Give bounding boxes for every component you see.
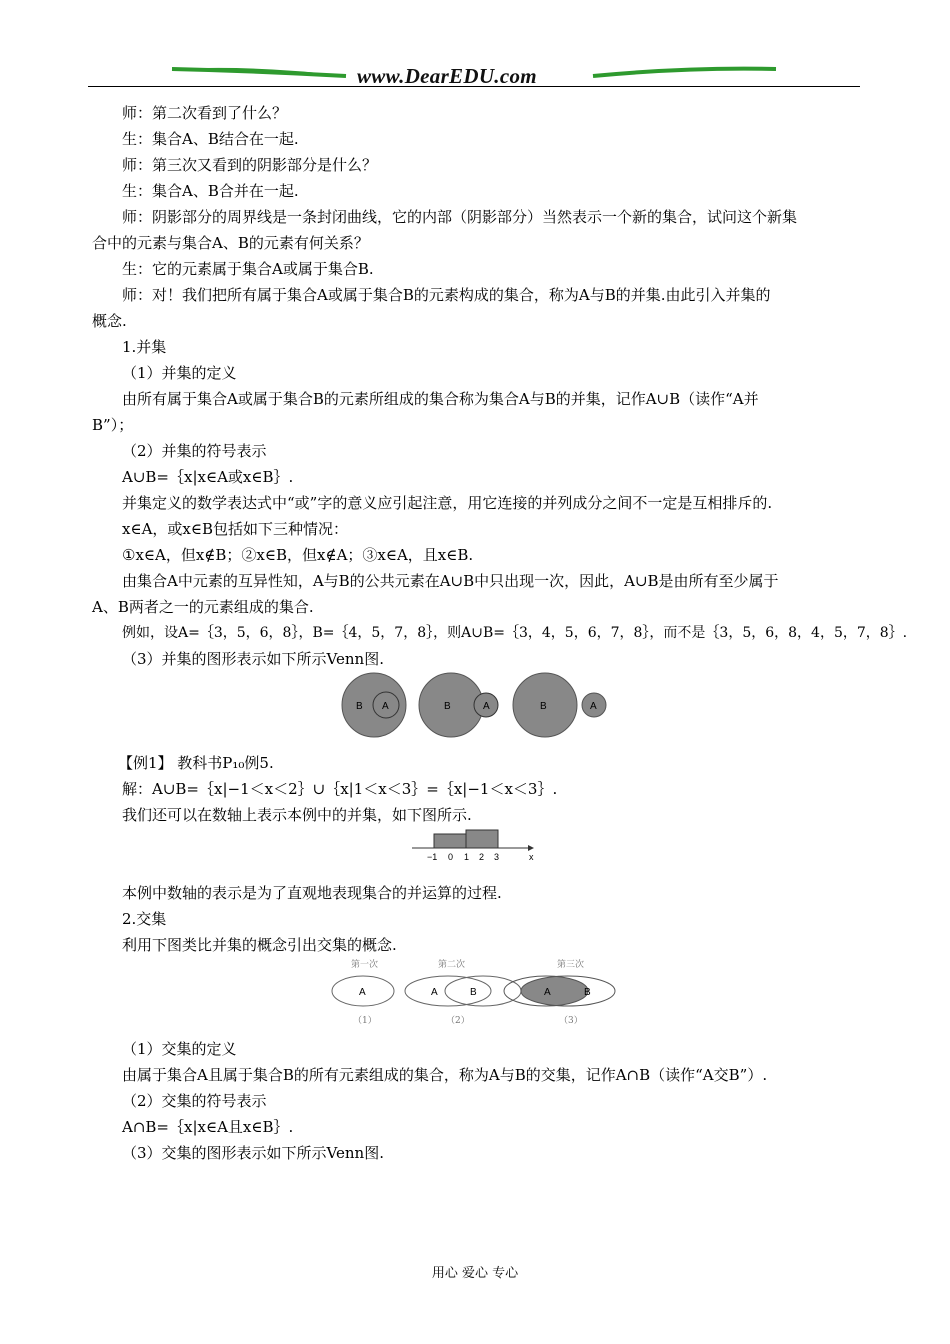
text-line-5: 师：阴影部分的周界线是一条封闭曲线，它的内部（阴影部分）当然表示一个新的集合，试问这个新集	[122, 208, 798, 226]
figure-caption: 第一次	[351, 960, 379, 970]
text-line-2: 生：集合A、B结合在一起.	[122, 130, 299, 148]
intersection-formula: A∩B=｛x|x∈A且x∈B｝.	[122, 1118, 294, 1136]
venn-label: B	[470, 987, 477, 998]
subheading-intersection-venn: （3）交集的图形表示如下所示Venn图.	[122, 1144, 384, 1162]
text-line-1: 师：第二次看到了什么？	[122, 104, 288, 122]
venn-label: A	[359, 987, 366, 998]
interval-b	[466, 830, 498, 848]
right-swoosh	[593, 69, 776, 76]
figure-caption: 第二次	[438, 960, 466, 970]
tick-label: 1	[464, 852, 470, 862]
text-line-12: 由所有属于集合A或属于集合B的元素所组成的集合称为集合A与B的并集，记作A∪B（读作“A并	[122, 390, 759, 408]
tick-label: 2	[479, 852, 485, 862]
subheading-union-venn: （3）并集的图形表示如下所示Venn图.	[122, 650, 384, 668]
section-heading-union: 1.并集	[122, 338, 167, 356]
number-line-figure	[410, 828, 550, 864]
venn-label: A	[382, 701, 389, 712]
text-line-8: 师：对！我们把所有属于集合A或属于集合B的元素构成的集合，称为A与B的并集.由此引入并集的	[122, 286, 771, 304]
text-line-17: x∈A，或x∈B包括如下三种情况：	[122, 520, 348, 538]
text-line-9: 概念.	[92, 312, 127, 330]
venn-label: B	[356, 701, 363, 712]
text-line-30: 由属于集合A且属于集合B的所有元素组成的集合，称为A与B的交集，记作A∩B（读作“A交B”）.	[122, 1066, 768, 1084]
venn-label: A	[590, 701, 597, 712]
axis-label: x	[529, 852, 534, 862]
page-footer: 用心 爱心 专心	[431, 1266, 519, 1281]
text-line-7: 生：它的元素属于集合A或属于集合B.	[122, 260, 374, 278]
intersection-figure	[328, 955, 628, 1031]
union-venn-diagram	[340, 672, 610, 742]
tick-label: 3	[494, 852, 500, 862]
venn-case-1	[342, 673, 406, 737]
venn-label: A	[431, 987, 438, 998]
intersection-case-3	[504, 976, 615, 1006]
text-line-6: 合中的元素与集合A、B的元素有何关系？	[92, 234, 369, 252]
text-line-18: ①x∈A，但x∉B；②x∈B，但x∉A；③x∈A，且x∈B.	[122, 546, 474, 564]
ellipse-a	[405, 976, 491, 1006]
venn-case-2	[419, 673, 498, 737]
venn-label: B	[540, 701, 547, 712]
text-line-26: 本例中数轴的表示是为了直观地表现集合的并运算的过程.	[122, 884, 502, 902]
subheading-intersection-definition: （1）交集的定义	[122, 1040, 237, 1058]
venn-label: B	[584, 987, 591, 998]
venn-label: A	[483, 701, 490, 712]
text-line-19: 由集合A中元素的互异性知，A与B的公共元素在A∪B中只出现一次，因此，A∪B是由所有至少属于	[122, 572, 779, 590]
figure-number: （1）	[353, 1016, 377, 1026]
example-heading: 【例1】 教科书P₁₀例5.	[118, 754, 274, 772]
subheading-union-symbol: （2）并集的符号表示	[122, 442, 267, 460]
text-line-21: 例如，设A=｛3，5，6，8｝，B=｛4，5，7，8｝，则A∪B=｛3，4，5，6，7，8｝，而不是｛3，5，6，8，4，5，7，8｝.	[122, 625, 908, 641]
solution-line: 解：A∪B=｛x|−1＜x＜2｝∪｛x|1＜x＜3｝=｛x|−1＜x＜3｝.	[122, 780, 558, 798]
venn-label: A	[544, 987, 551, 998]
text-line-3: 师：第三次又看到的阴影部分是什么？	[122, 156, 378, 174]
venn-case-3	[513, 673, 606, 737]
section-heading-intersection: 2.交集	[122, 910, 167, 928]
tick-label: 0	[448, 852, 454, 862]
intersection-case-1	[332, 976, 394, 1006]
header-rule	[88, 86, 860, 87]
site-title[interactable]: www.DearEDU.com	[357, 64, 537, 88]
figure-number: （3）	[559, 1016, 583, 1026]
text-line-16: 并集定义的数学表达式中“或”字的意义应引起注意，用它连接的并列成分之间不一定是互相排斥的.	[122, 494, 773, 512]
figure-number: （2）	[446, 1016, 470, 1026]
venn-label: B	[444, 701, 451, 712]
axis-arrow	[528, 845, 534, 851]
text-line-20: A、B两者之一的元素组成的集合.	[92, 598, 314, 616]
figure-caption: 第三次	[557, 960, 585, 970]
circle-b	[419, 673, 483, 737]
text-line-25: 我们还可以在数轴上表示本例中的并集，如下图所示.	[122, 806, 472, 824]
subheading-intersection-symbol: （2）交集的符号表示	[122, 1092, 267, 1110]
tick-label: −1	[427, 852, 438, 862]
union-formula: A∪B=｛x|x∈A或x∈B｝.	[122, 468, 294, 486]
subheading-union-definition: （1）并集的定义	[122, 364, 237, 382]
text-line-13: B”）；	[92, 416, 134, 434]
text-line-28: 利用下图类比并集的概念引出交集的概念.	[122, 936, 397, 954]
ellipse-b	[445, 976, 521, 1006]
text-line-4: 生：集合A、B合并在一起.	[122, 182, 299, 200]
